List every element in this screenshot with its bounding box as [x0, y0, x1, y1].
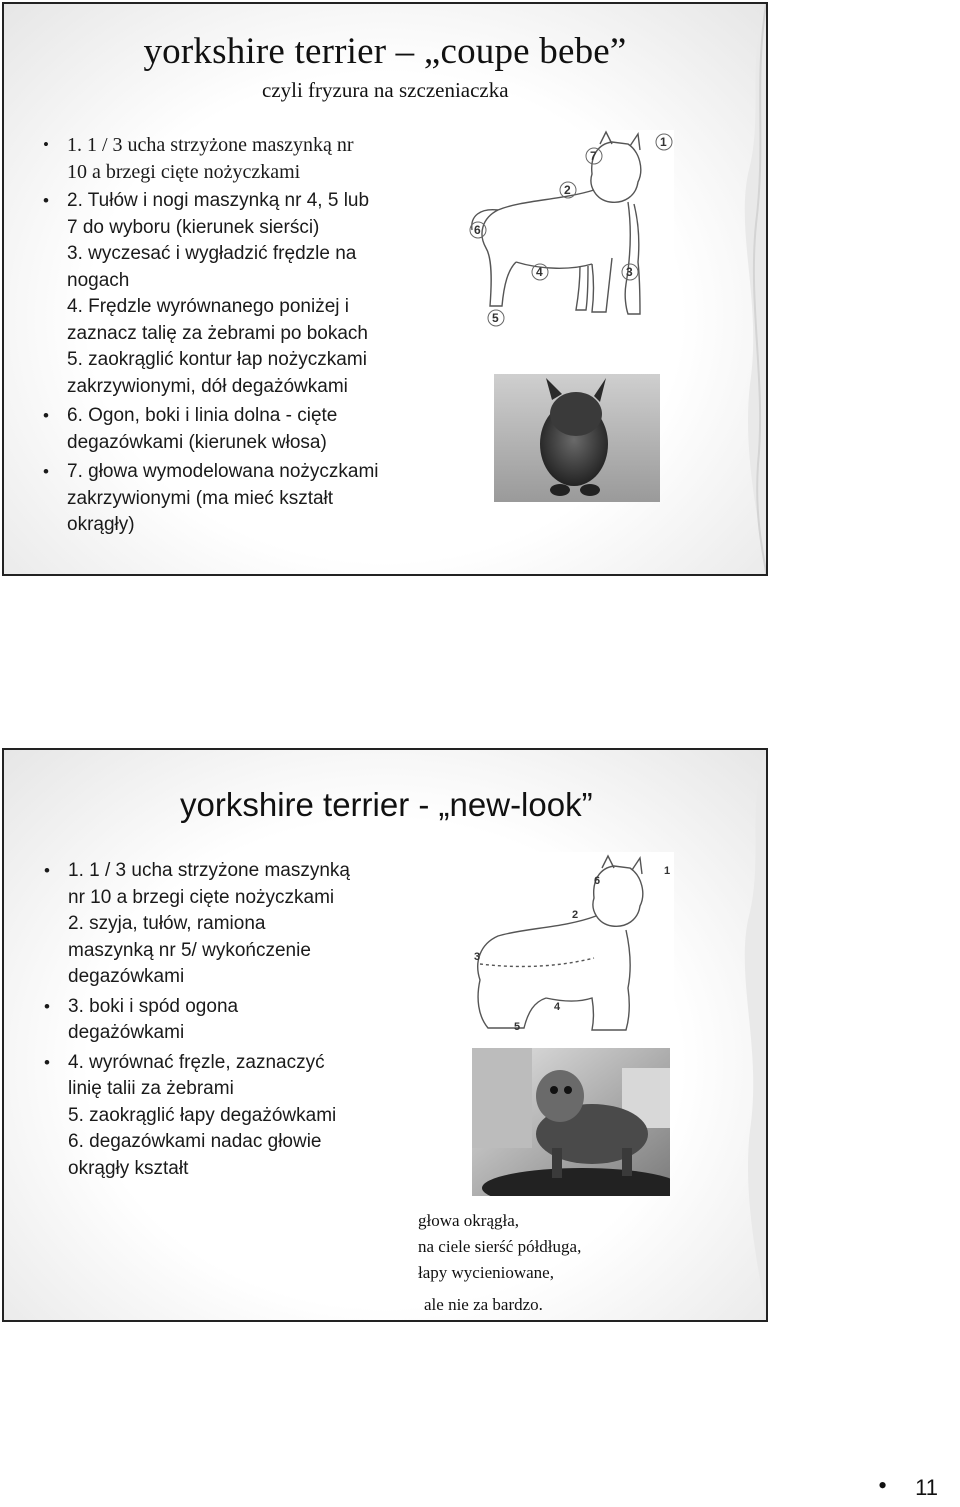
label-2: 2 [564, 183, 571, 197]
list-item-line: • 4. wyrównać fręzle, zaznaczyć [68, 1051, 325, 1073]
label-4: 4 [554, 1001, 561, 1013]
label-1: 1 [660, 135, 667, 149]
list-item-line: 2. szyja, tułów, ramiona [68, 913, 266, 934]
label-4: 4 [536, 265, 543, 279]
slide2-title: yorkshire terrier - „new-look” [180, 786, 593, 823]
list-item-line: degażówkami [68, 1022, 185, 1043]
list-item-line: zakrzywionymi, dół degażówkami [67, 375, 348, 397]
label-3: 3 [626, 265, 633, 279]
label-3: 3 [474, 951, 481, 963]
list-item-line: 10 a brzegi cięte nożyczkami [67, 160, 301, 183]
list-item-line: zakrzywionymi (ma mieć kształt [67, 487, 334, 509]
list-item-line: • 6. Ogon, boki i linia dolna - cięte [67, 405, 338, 426]
decorative-wave [736, 4, 766, 574]
list-item-line: zaznacz talię za żebrami po bokach [67, 322, 368, 344]
list-item-line: 3. wyczesać i wygładzić frędzle na [67, 243, 357, 264]
list-item [40, 858, 430, 991]
list-item [39, 132, 469, 185]
list-item-line: • 2. Tułów i nogi maszynką nr 4, 5 lub [67, 190, 370, 211]
label-5: 5 [492, 311, 499, 325]
label-6: 6 [474, 223, 481, 237]
list-item-line: linię talii za żebrami [68, 1078, 234, 1099]
list-item-line: maszynką nr 5/ wykończenie [68, 939, 311, 961]
label-7: 7 [590, 149, 597, 163]
list-item [40, 994, 430, 1047]
list-item-line: • 3. boki i spód ogona [68, 995, 239, 1017]
new-look-steps-list [40, 858, 430, 1182]
label-2: 2 [572, 909, 579, 921]
new-look-dog-photo [472, 1048, 670, 1196]
label-5: 5 [514, 1021, 521, 1033]
list-item [39, 188, 469, 400]
list-item-line: nr 10 a brzegi cięte nożyczkami [68, 886, 335, 908]
list-item-line: okrągły kształt [68, 1157, 189, 1179]
list-item-line: nogach [67, 269, 130, 291]
list-item-line: okrągły) [67, 514, 135, 535]
list-item [39, 459, 469, 539]
list-item-line: degazówkami [68, 966, 185, 987]
grooming-steps-list [39, 132, 469, 539]
list-item-line: 7 do wyboru (kierunek sierści) [67, 216, 320, 238]
list-item [40, 1050, 430, 1183]
slide-subtitle: czyli fryzura na szczeniaczka [262, 78, 509, 102]
label-6: 6 [594, 875, 601, 887]
decorative-wave [736, 750, 766, 1320]
list-item-line: 5. zaokrąglić łapy degażówkami [68, 1104, 337, 1126]
label-1: 1 [664, 865, 671, 877]
photo-caption: głowa okrągła, na ciele sierść półdługa, łapy wycieniowane, ale nie za bardzo. [418, 1211, 582, 1314]
list-item-line: 4. Frędzle wyrównanego poniżej i [67, 296, 349, 317]
list-item-line: degazówkami (kierunek włosa) [67, 431, 327, 453]
list-item-line: • 1. 1 / 3 ucha strzyżone maszynką [68, 860, 350, 881]
list-item [39, 403, 469, 456]
list-item-line: 6. degazówkami nadac głowie [68, 1131, 322, 1152]
list-item-line: 5. zaokrąglić kontur łap nożyczkami [67, 349, 367, 370]
page-bullet: • [878, 1471, 888, 1500]
dog-diagram-image [462, 130, 674, 330]
list-item-line: • 7. głowa wymodelowana nożyczkami [67, 461, 379, 482]
page-number: 11 [915, 1475, 938, 1500]
list-item-line: • 1. 1 / 3 ucha strzyżone maszynką nr [67, 134, 354, 156]
slide-title: yorkshire terrier – „coupe bebe” [143, 31, 627, 72]
dog-diagram-image-2 [454, 852, 674, 1036]
puppy-photo [494, 374, 660, 502]
slide-coupe-bebe [2, 2, 768, 576]
